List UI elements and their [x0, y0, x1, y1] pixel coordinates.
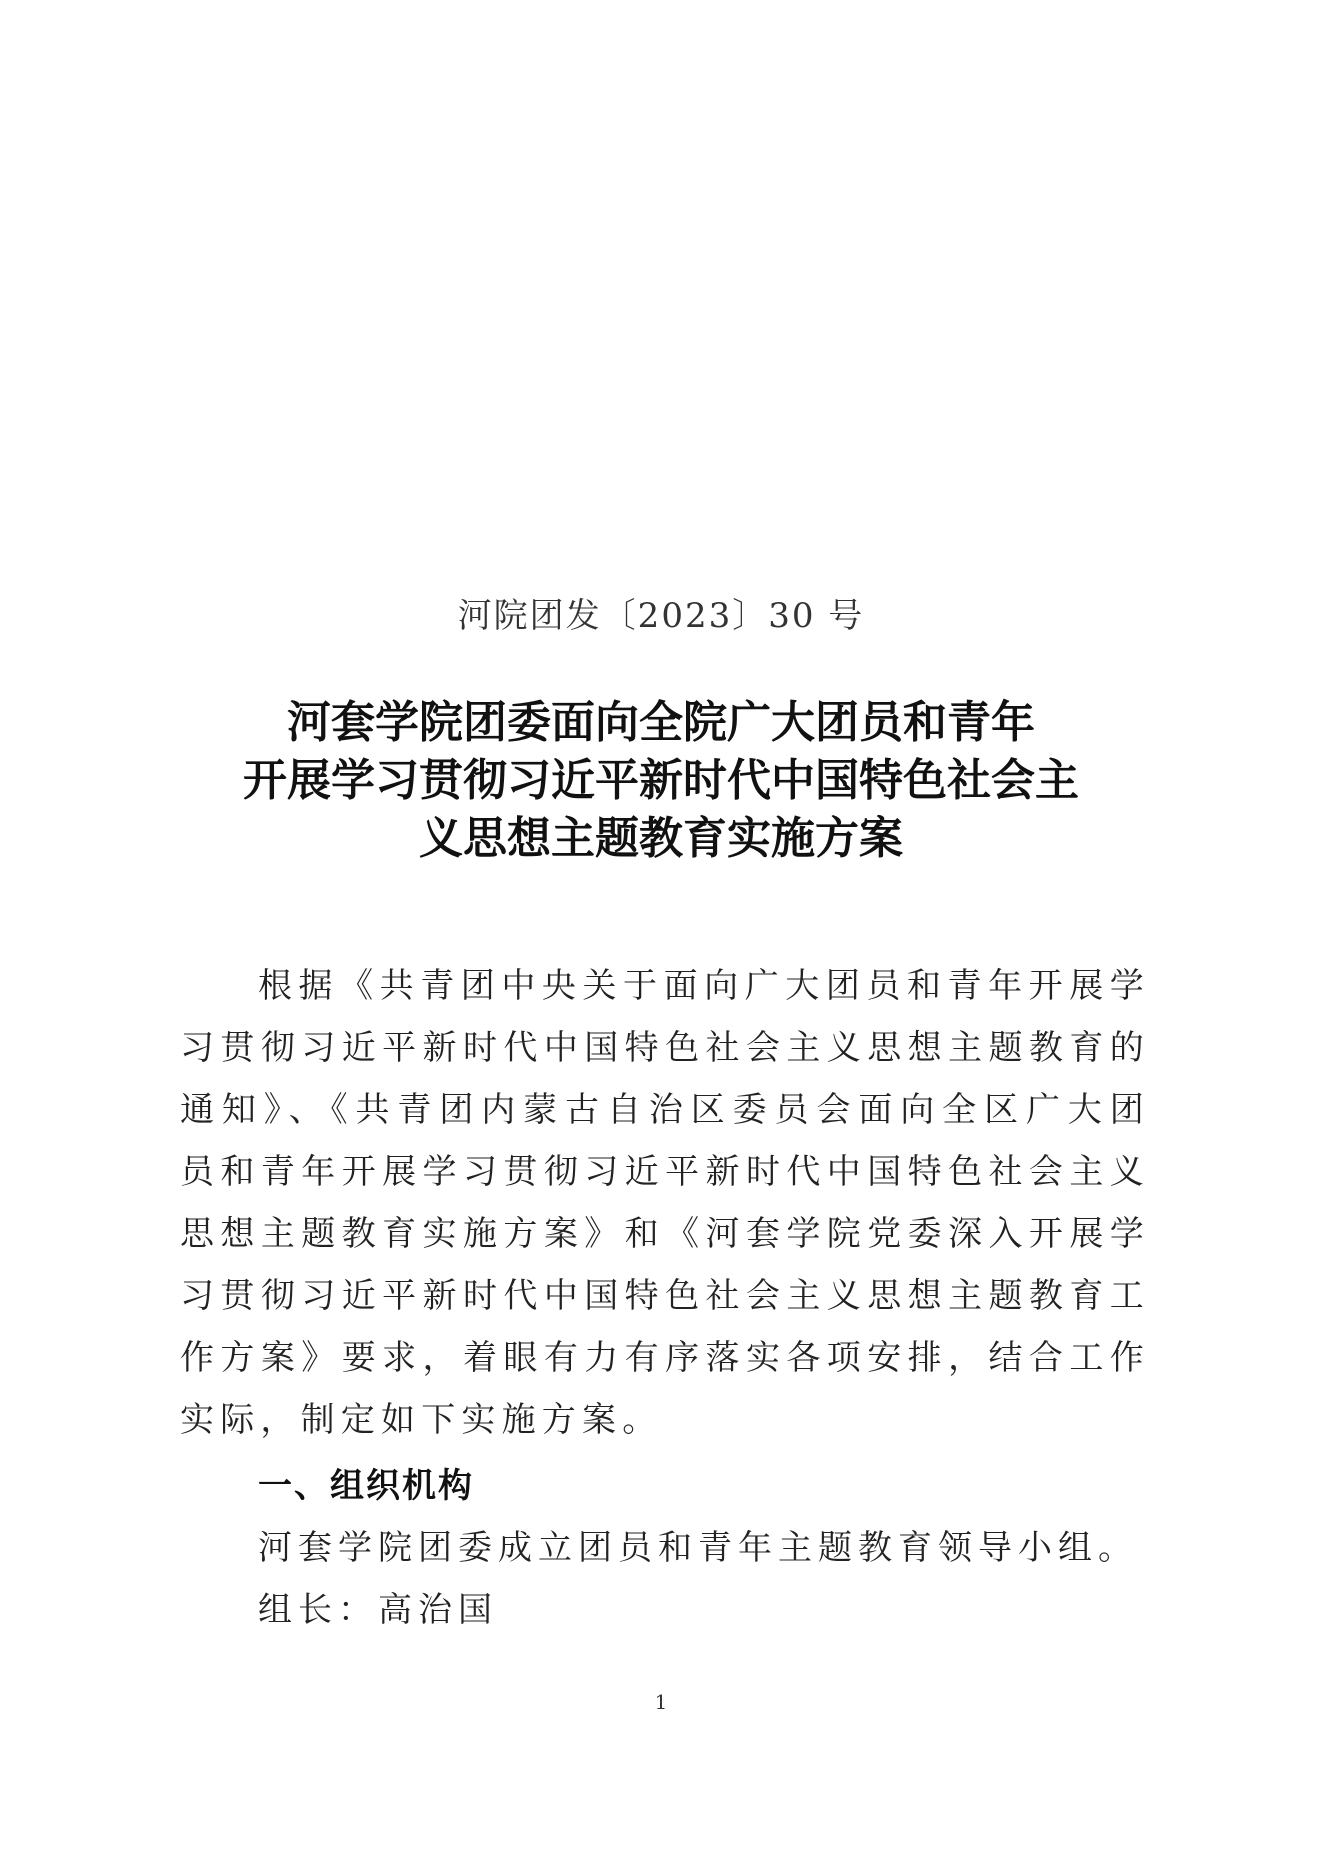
document-number: 河院团发〔2023〕30 号	[457, 596, 865, 636]
intro-paragraph: 根据《共青团中央关于面向广大团员和青年开展学习贯彻习近平新时代中国特色社会主义思想主题教育的通知》、《共青团内蒙古自治区委员会面向全区广大团员和青年开展学习贯彻习近平新时代中国特色社会主义思想主题教育实施方案》和《河套学院党委深入开展学习贯彻习近平新时代中国特色社会主义思想主题教育工作方案》要求，着眼有力有序落实各项安排，结合工作实际，制定如下实施方案。	[180, 966, 1150, 1440]
section-heading-organization: 一、组织机构	[258, 1466, 474, 1506]
title-line-2: 开展学习贯彻习近平新时代中国特色社会主	[243, 755, 1079, 806]
group-leader-line: 组长：高治国	[258, 1590, 498, 1630]
title-line-3: 义思想主题教育实施方案	[419, 813, 903, 864]
page-number: 1	[654, 1690, 668, 1714]
title-line-1: 河套学院团委面向全院广大团员和青年	[287, 697, 1035, 748]
document-title	[0, 694, 1322, 868]
leading-group-statement: 河套学院团委成立团员和青年主题教育领导小组。	[258, 1528, 1138, 1568]
